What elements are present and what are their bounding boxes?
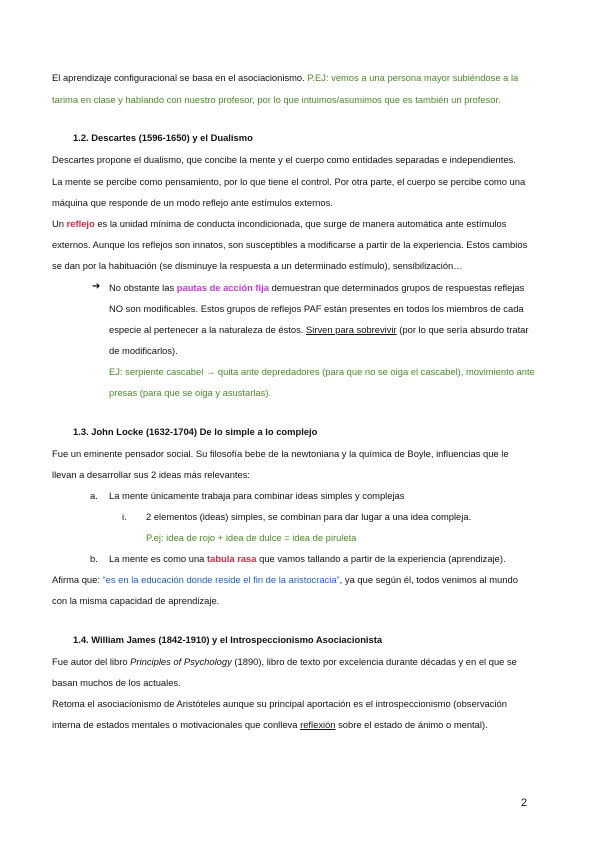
- page-number: 2: [521, 797, 528, 809]
- intro-text: El aprendizaje configuracional se basa en el asociacionismo.: [52, 72, 308, 83]
- descartes-p6: se dan por la habituación (se disminuye la respuesta a un determinado estímulo), sensibilización…: [52, 260, 463, 271]
- locke-quote-line-1: [52, 574, 518, 586]
- descartes-p2: La mente se percibe como pensamiento, por lo que tiene el control. Por otra parte, el cuerpo se percibe como una: [52, 176, 526, 187]
- descartes-p1: Descartes propone el dualismo, que concibe la mente y el cuerpo como entidades separadas e independientes.: [52, 154, 516, 165]
- term-tabula-rasa: tabula rasa: [206, 553, 257, 564]
- descartes-p4-start: Un: [52, 218, 67, 229]
- paf-line-1-end: demuestran que determinados grupos de respuestas reflejas: [268, 282, 525, 293]
- term-reflexion: reflexión: [300, 719, 336, 730]
- term-reflejo: reflejo: [66, 218, 95, 229]
- james-p3: Retoma el asociacionismo de Aristóteles aunque su principal aportación es el introspeccionismo (observación: [52, 698, 507, 709]
- james-p1-end: (1890), libro de texto por excelencia durante décadas y en el que se: [231, 656, 517, 667]
- paf-line-1-start: No obstante las: [109, 282, 177, 293]
- list-marker-a: a.: [90, 490, 98, 501]
- locke-p2: llevan a desarrollar sus 2 ideas más relevantes:: [52, 469, 251, 480]
- james-p4-end: sobre el estado de ánimo o mental).: [335, 719, 488, 730]
- paf-line-3-end: (por lo que sería absurdo tratar: [396, 324, 529, 335]
- locke-item-a: La mente únicamente trabaja para combinar ideas simples y complejas: [109, 490, 405, 501]
- paf-line-3-start: especie al pertenecer a la naturaleza de éstos.: [109, 324, 306, 335]
- section-heading-locke: 1.3. John Locke (1632-1704) De lo simple a lo complejo: [73, 426, 318, 437]
- section-heading-james: 1.4. William James (1842-1910) y el Introspeccionismo Asociacionista: [73, 634, 383, 645]
- james-p2: basan muchos de los actuales.: [52, 677, 181, 688]
- intro-line-1: [52, 72, 518, 84]
- list-marker-i: i.: [122, 511, 127, 522]
- term-pautas-accion-fija: pautas de acción fija: [176, 282, 269, 293]
- intro-example-start: P.EJ: vemos a una persona mayor subiéndose a la: [307, 72, 519, 83]
- paf-line-1: [109, 282, 524, 294]
- intro-example-cont: tarima en clase y hablando con nuestro profesor, por lo que intuimos/asumimos que es también un profesor.: [52, 94, 501, 105]
- paf-line-3: [109, 324, 529, 336]
- book-title: Principles of Psychology: [130, 656, 232, 667]
- locke-quote: “es en la educación donde reside el fin de la aristocracia”: [102, 574, 340, 585]
- descartes-p4: [52, 218, 506, 230]
- locke-quote-start: Afirma que:: [52, 574, 103, 585]
- james-p1: [52, 656, 517, 668]
- locke-p1: Fue un eminente pensador social. Su filosofía bebe de la newtoniana y la química de Boyle, influencias que le: [52, 448, 509, 459]
- sirven-para-sobrevivir: Sirven para sobrevivir: [306, 324, 397, 335]
- locke-item-i: 2 elementos (ideas) simples, se combinan para dar lugar a una idea compleja.: [146, 511, 472, 522]
- example-serpiente-2: presas (para que se oiga y asustarlas).: [109, 387, 272, 398]
- descartes-p3: máquina que responde de un modo reflejo ante estímulos externos.: [52, 197, 333, 208]
- paf-line-4: de modificarlos).: [109, 345, 178, 356]
- james-p4-start: interna de estados mentales o motivacionales que conlleva: [52, 719, 301, 730]
- locke-quote-line-2: con la misma capacidad de aprendizaje.: [52, 595, 220, 606]
- example-serpiente-1: EJ: serpiente cascabel → quita ante depredadores (para que no se oiga el cascabel), movimiento ante: [109, 366, 535, 377]
- locke-item-b: [109, 553, 506, 565]
- james-p1-start: Fue autor del libro: [52, 656, 131, 667]
- arrow-bullet-icon: ➔: [92, 281, 101, 292]
- locke-item-b-end: que vamos tallando a partir de la experiencia (aprendizaje).: [256, 553, 506, 564]
- descartes-p5: externos. Aunque los reflejos son innatos, son susceptibles a modificarse a partir de la experiencia. Estos cambios: [52, 239, 528, 250]
- locke-item-b-start: La mente es como una: [109, 553, 207, 564]
- paf-line-2: NO son modificables. Estos grupos de reflejos PAF están presentes en todos los miembros de cada: [109, 303, 524, 314]
- descartes-p4-end: es la unidad mínima de conducta incondicionada, que surge de manera automática ante estímulos: [94, 218, 507, 229]
- james-p4: [52, 719, 488, 731]
- section-heading-descartes: 1.2. Descartes (1596-1650) y el Dualismo: [73, 132, 253, 143]
- locke-quote-end: , ya que según él, todos venimos al mundo: [339, 574, 518, 585]
- locke-example-piruleta: P.ej: idea de rojo + idea de dulce = idea de piruleta: [146, 532, 357, 543]
- list-marker-b: b.: [90, 553, 98, 564]
